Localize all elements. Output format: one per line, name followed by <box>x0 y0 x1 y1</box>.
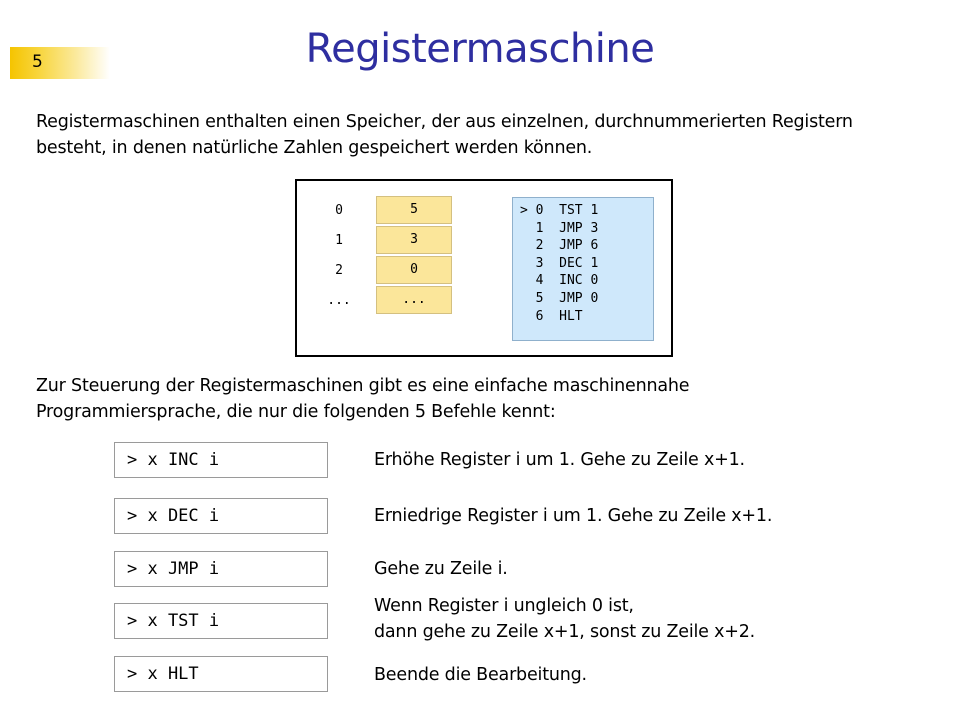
register-index: 2 <box>335 263 343 278</box>
command-description-line: Erhöhe Register i um 1. Gehe zu Zeile x+1. <box>374 450 745 470</box>
language-line: Zur Steuerung der Registermaschinen gibt es eine einfache maschinennahe <box>36 376 690 396</box>
command-description-line: Erniedrige Register i um 1. Gehe zu Zeile x+1. <box>374 506 773 526</box>
program-line: 5 JMP 0 <box>520 290 599 306</box>
command-tst-description <box>374 593 755 645</box>
command-description-line: dann gehe zu Zeile x+1, sonst zu Zeile x+2. <box>374 622 756 642</box>
program-line: 4 INC 0 <box>520 273 599 289</box>
command-hlt-box: > x HLT <box>114 656 328 692</box>
language-line: Programmiersprache, die nur die folgenden 5 Befehle kennt: <box>36 402 556 422</box>
slide-number: 5 <box>32 52 43 72</box>
command-dec-description <box>374 503 772 529</box>
register-index: 1 <box>335 233 343 248</box>
command-tst-box: > x TST i <box>114 603 328 639</box>
register-index: ... <box>327 293 351 308</box>
register-cell: 0 <box>376 256 452 284</box>
command-description-line: Gehe zu Zeile i. <box>374 559 508 579</box>
language-paragraph <box>36 373 689 425</box>
command-inc-description <box>374 447 745 473</box>
command-jmp-description <box>374 556 508 582</box>
register-index: 0 <box>335 203 343 218</box>
program-listing <box>512 197 654 341</box>
command-hlt-description <box>374 662 587 688</box>
register-cell: ... <box>376 286 452 314</box>
program-line: 1 JMP 3 <box>520 220 599 236</box>
command-description-line: Wenn Register i ungleich 0 ist, <box>374 596 634 616</box>
command-dec-box: > x DEC i <box>114 498 328 534</box>
program-line: > 0 TST 1 <box>520 203 599 218</box>
register-machine-figure <box>295 179 673 357</box>
intro-paragraph <box>36 109 853 161</box>
register-cell: 5 <box>376 196 452 224</box>
command-jmp-box: > x JMP i <box>114 551 328 587</box>
intro-line: besteht, in denen natürliche Zahlen gespeichert werden können. <box>36 138 593 158</box>
command-inc-box: > x INC i <box>114 442 328 478</box>
program-line: 2 JMP 6 <box>520 238 599 254</box>
program-line: 3 DEC 1 <box>520 255 599 271</box>
command-description-line: Beende die Bearbeitung. <box>374 665 587 685</box>
register-cell: 3 <box>376 226 452 254</box>
program-line: 6 HLT <box>520 308 583 324</box>
slide-title: Registermaschine <box>305 26 655 72</box>
intro-line: Registermaschinen enthalten einen Speicher, der aus einzelnen, durchnummerierten Registern <box>36 112 853 132</box>
